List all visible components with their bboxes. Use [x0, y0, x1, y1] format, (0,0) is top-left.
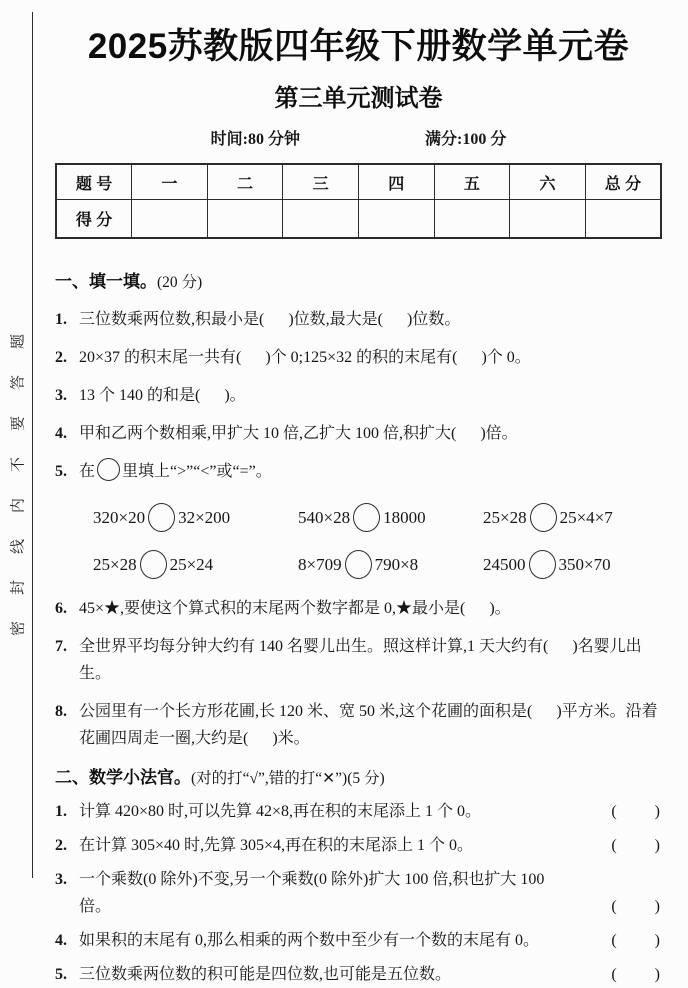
comparison-row-1 — [55, 503, 662, 532]
page-title: 2025苏教版四年级下册数学单元卷 — [87, 27, 630, 66]
exam-paper — [55, 0, 662, 988]
comparison-left: 8×709 — [298, 554, 342, 574]
question-text: 公园里有一个长方形花圃,长 120 米、宽 50 米,这个花圃的面积是( )平方米。沿着花圃四周走一圈,大约是( )米。 — [79, 703, 658, 747]
comparison-right: 32×200 — [178, 507, 231, 527]
fill-item-7 — [55, 633, 662, 687]
time-label: 时间:80 分钟 — [210, 131, 300, 148]
header-cell-2: 二 — [207, 164, 283, 200]
question-text: 计算 420×80 时,可以先算 42×8,再在积的末尾添上 1 个 0。 — [79, 803, 482, 820]
comparison-6 — [483, 550, 662, 579]
section-2-heading — [55, 766, 662, 791]
question-text: 一个乘数(0 除外)不变,另一个乘数(0 除外)扩大 100 倍,积也扩大 100 倍。 — [79, 871, 549, 915]
comparison-left: 320×20 — [93, 507, 146, 527]
score-table-header-row — [56, 164, 661, 200]
question-number: 3. — [55, 871, 67, 888]
true-false-item-1 — [55, 798, 662, 825]
compare-circle-icon — [148, 503, 175, 532]
question-text: 45×★,要使这个算式积的末尾两个数字都是 0,★最小是( )。 — [79, 600, 511, 617]
seal-line — [32, 12, 33, 878]
compare-circle-icon — [140, 550, 167, 579]
comparison-3 — [483, 503, 662, 532]
comparison-right: 25×24 — [169, 554, 214, 574]
comparison-left: 25×28 — [483, 507, 527, 527]
section-1-title: 一、填一填。 — [55, 272, 157, 291]
header-cell-question-no: 题 号 — [56, 164, 132, 200]
compare-circle-icon — [97, 458, 120, 481]
header-cell-5: 五 — [434, 164, 510, 200]
question-number: 4. — [55, 932, 67, 949]
question-text: 在计算 305×40 时,先算 305×4,再在积的末尾添上 1 个 0。 — [79, 837, 474, 854]
exam-meta-row — [55, 126, 662, 149]
question-number: 5. — [55, 463, 67, 480]
compare-circle-icon — [353, 503, 380, 532]
question-text: 三位数乘两位数的积可能是四位数,也可能是五位数。 — [79, 966, 452, 983]
fill-item-3 — [55, 382, 662, 409]
answer-blank: ( ) — [611, 898, 662, 915]
fill-item-5 — [55, 458, 662, 485]
header-cell-4: 四 — [359, 164, 435, 200]
score-table — [55, 163, 662, 239]
score-table-score-row — [56, 200, 661, 239]
header-cell-6: 六 — [510, 164, 586, 200]
question-number: 2. — [55, 349, 67, 366]
comparison-right: 18000 — [383, 507, 426, 527]
question-number: 2. — [55, 837, 67, 854]
unit-subtitle: 第三单元测试卷 — [274, 85, 443, 112]
score-cell-empty — [434, 200, 510, 239]
compare-circle-icon — [529, 550, 556, 579]
answer-blank: ( ) — [611, 803, 662, 820]
question-number: 5. — [55, 966, 67, 983]
score-cell-empty — [283, 200, 359, 239]
comparison-right: 790×8 — [374, 554, 419, 574]
compare-circle-icon — [345, 550, 372, 579]
seal-text: 密封线内不要答题 — [10, 307, 27, 637]
fill-item-6 — [55, 595, 662, 622]
comparison-1 — [93, 503, 298, 532]
section-1-points: (20 分) — [157, 274, 203, 291]
true-false-item-5 — [55, 961, 662, 988]
header-cell-total: 总 分 — [585, 164, 661, 200]
comparison-4 — [93, 550, 298, 579]
comparison-left: 540×28 — [298, 507, 351, 527]
fill-item-8 — [55, 698, 662, 752]
true-false-item-3 — [55, 866, 662, 920]
fill-item-1 — [55, 306, 662, 333]
item5-pre-text: 在 — [79, 463, 96, 480]
question-text: 三位数乘两位数,积最小是( )位数,最大是( )位数。 — [79, 311, 461, 328]
score-cell-empty — [132, 200, 208, 239]
comparison-right: 25×4×7 — [559, 507, 613, 527]
header-cell-1: 一 — [132, 164, 208, 200]
question-text: 全世界平均每分钟大约有 140 名婴儿出生。照这样计算,1 天大约有( )名婴儿出生。 — [79, 638, 642, 682]
question-number: 4. — [55, 425, 67, 442]
true-false-item-4 — [55, 927, 662, 954]
question-text — [79, 458, 662, 485]
answer-blank: ( ) — [611, 966, 662, 983]
section-2-note: (对的打“√”,错的打“✕”)(5 分) — [191, 770, 385, 787]
question-text: 13 个 140 的和是( )。 — [79, 387, 246, 404]
question-text: 20×37 的积末尾一共有( )个 0;125×32 的积的末尾有( )个 0。 — [79, 349, 531, 366]
comparison-right: 350×70 — [558, 554, 611, 574]
comparison-left: 24500 — [483, 554, 526, 574]
question-number: 3. — [55, 387, 67, 404]
question-number: 6. — [55, 600, 67, 617]
comparison-5 — [298, 550, 483, 579]
question-number: 7. — [55, 638, 67, 655]
header-cell-3: 三 — [283, 164, 359, 200]
item5-post-text: 里填上“>”“<”或“=”。 — [122, 463, 272, 480]
question-number: 1. — [55, 803, 67, 820]
true-false-item-2 — [55, 832, 662, 859]
question-number: 8. — [55, 703, 67, 720]
comparison-2 — [298, 503, 483, 532]
question-number: 1. — [55, 311, 67, 328]
section-2-title: 二、数学小法官。 — [55, 768, 191, 787]
comparison-left: 25×28 — [93, 554, 137, 574]
answer-blank: ( ) — [611, 932, 662, 949]
fill-item-4 — [55, 420, 662, 447]
score-cell-empty — [207, 200, 283, 239]
score-cell-empty — [510, 200, 586, 239]
score-row-label: 得 分 — [56, 200, 132, 239]
question-text: 如果积的末尾有 0,那么相乘的两个数中至少有一个数的末尾有 0。 — [79, 932, 540, 949]
score-cell-empty — [585, 200, 661, 239]
fill-item-2 — [55, 344, 662, 371]
section-1-heading — [55, 270, 662, 295]
score-cell-empty — [359, 200, 435, 239]
compare-circle-icon — [530, 503, 557, 532]
answer-blank: ( ) — [611, 837, 662, 854]
question-text: 甲和乙两个数相乘,甲扩大 10 倍,乙扩大 100 倍,积扩大( )倍。 — [79, 425, 518, 442]
full-score-label: 满分:100 分 — [425, 131, 507, 148]
comparison-row-2 — [55, 550, 662, 579]
